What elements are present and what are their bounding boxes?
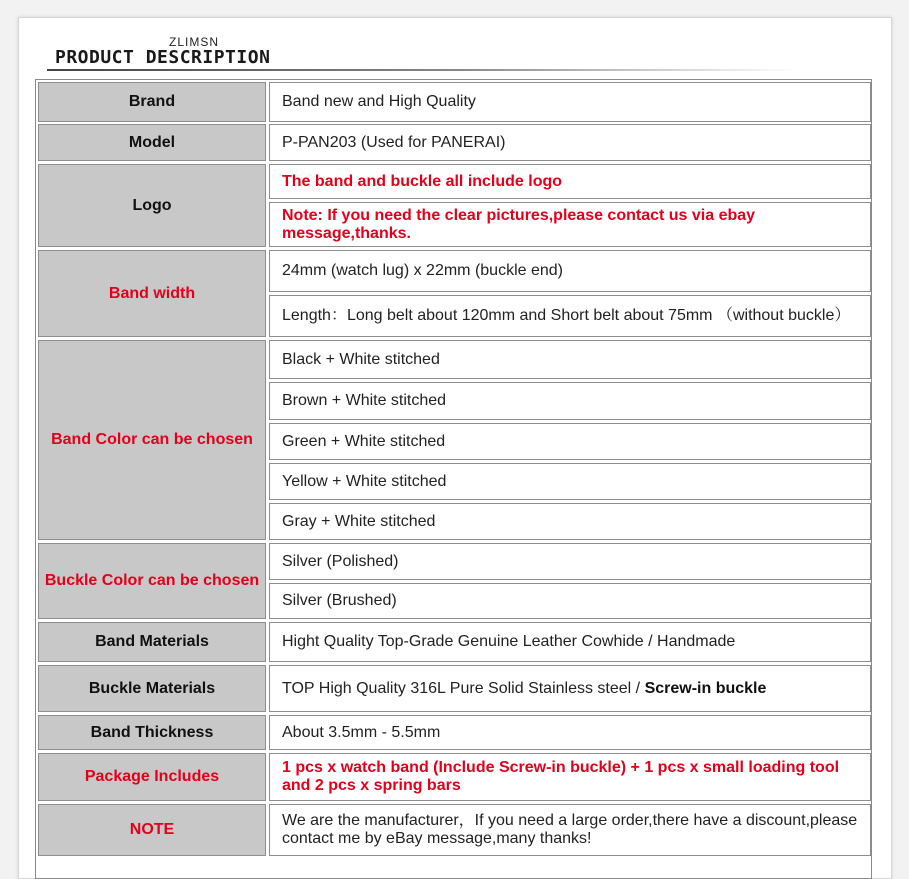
label-band-color: Band Color can be chosen [38,340,266,540]
value-model: P-PAN203 (Used for PANERAI) [269,124,871,161]
value-band-thickness: About 3.5mm - 5.5mm [269,715,871,750]
buckle-materials-text: TOP High Quality 316L Pure Solid Stainless steel / [282,679,645,697]
value-logo-note: Note: If you need the clear pictures,please contact us via ebay message,thanks. [269,202,871,247]
value-band-color-yellow: Yellow + White stitched [269,463,871,500]
label-package: Package Includes [38,753,266,801]
value-band-color-brown: Brown + White stitched [269,382,871,420]
brand-name: ZLIMSN [169,35,220,49]
value-band-color-black: Black + White stitched [269,340,871,379]
label-band-width: Band width [38,250,266,337]
value-brand: Band new and High Quality [269,82,871,122]
value-band-materials: Hight Quality Top-Grade Genuine Leather Cowhide / Handmade [269,622,871,662]
value-package: 1 pcs x watch band (Include Screw-in buckle) + 1 pcs x small loading tool and 2 pcs x spring bars [269,753,871,801]
value-band-length: Length：Long belt about 120mm and Short belt about 75mm （without buckle） [269,295,871,337]
value-note: We are the manufacturer，If you need a large order,there have a discount,please contact me by eBay message,many thanks! [269,804,871,856]
value-buckle-materials [269,665,871,712]
label-logo: Logo [38,164,266,247]
spec-table [35,79,872,879]
screw-in-buckle-text: Screw-in buckle [644,679,767,697]
label-band-thickness: Band Thickness [38,715,266,750]
label-note: NOTE [38,804,266,856]
value-band-color-gray: Gray + White stitched [269,503,871,540]
label-brand: Brand [38,82,266,122]
label-model: Model [38,124,266,161]
value-logo-1: The band and buckle all include logo [269,164,871,199]
value-buckle-polished: Silver (Polished) [269,543,871,580]
value-buckle-brushed: Silver (Brushed) [269,583,871,619]
label-buckle-color: Buckle Color can be chosen [38,543,266,619]
label-buckle-materials: Buckle Materials [38,665,266,712]
product-description-panel [18,17,892,879]
value-band-color-green: Green + White stitched [269,423,871,460]
value-band-width-1: 24mm (watch lug) x 22mm (buckle end) [269,250,871,292]
section-header [19,18,891,78]
title-underline [47,69,797,71]
label-band-materials: Band Materials [38,622,266,662]
section-title: PRODUCT DESCRIPTION [55,47,271,68]
